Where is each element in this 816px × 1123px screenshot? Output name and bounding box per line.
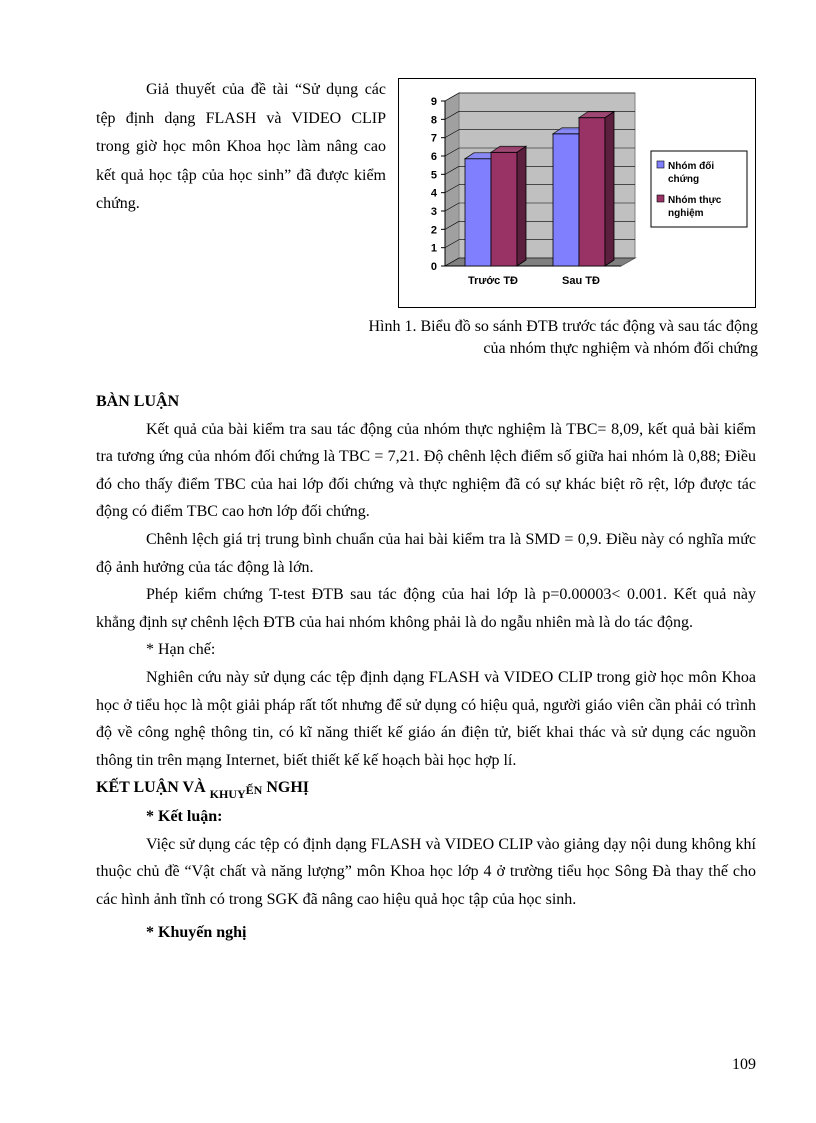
ket-luan-paragraph: Việc sử dụng các tệp có định dạng FLASH và VIDEO CLIP vào giảng dạy nội dung không khí thuộc chủ đề “Vật chất và năng lượng” môn Khoa học lớp 4 ở trường tiểu học Sông Đà thay thế cho các hình ảnh tĩnh có trong SGK đã nâng cao hiệu quả học tập của học sinh. [96, 835, 756, 908]
legend-label: nghiệm [668, 208, 704, 219]
ket-luan-heading-part-1: KẾT LUẬN VÀ [96, 779, 210, 797]
legend-swatch [657, 161, 664, 168]
caption-line-1: Hình 1. Biểu đồ so sánh ĐTB trước tác động và sau tác động [368, 318, 758, 335]
y-tick-label: 3 [430, 206, 437, 218]
ket-luan-heading-part-4: NGHỊ [262, 779, 309, 797]
bar-side [605, 112, 614, 266]
page-number: 109 [732, 1056, 756, 1073]
ket-luan-heading [96, 774, 756, 803]
bar-front [553, 134, 579, 266]
ban-luan-paragraph-2: Chênh lệch giá trị trung bình chuẩn của hai bài kiểm tra là SMD = 0,9. Điều này có nghĩa mức độ ảnh hưởng của tác động là lớn. [96, 530, 756, 576]
x-tick-label: Sau TĐ [562, 275, 600, 287]
legend-swatch [657, 195, 664, 202]
chart-side-wall [445, 93, 459, 266]
y-tick-label: 8 [430, 114, 437, 127]
khuyen-nghi-subheading: * Khuyến nghị [146, 924, 247, 942]
intro-paragraph: Giả thuyết của đề tài “Sử dụng các tệp định dạng FLASH và VIDEO CLIP trong giờ học môn Khoa học làm nâng cao kết quả học tập của học sinh” đã được kiểm chứng. [96, 81, 386, 213]
y-tick-label: 5 [430, 169, 437, 182]
ket-luan-subheading: * Kết luận: [146, 807, 223, 825]
y-tick-label: 7 [430, 132, 437, 145]
bar-front [491, 152, 517, 266]
y-tick-label: 9 [430, 96, 437, 108]
main-text [96, 388, 756, 947]
bar-chart [399, 79, 755, 307]
bar-side [517, 146, 526, 266]
ket-luan-heading-part-3: ẾN [245, 783, 263, 798]
bar-front [465, 159, 491, 266]
legend-label: Nhóm đối [668, 161, 715, 172]
caption-line-2: của nhóm thực nghiệm và nhóm đối chứng [483, 340, 758, 357]
intro-paragraph-block [96, 76, 386, 219]
y-tick-label: 4 [430, 187, 437, 200]
y-tick-label: 0 [430, 261, 437, 273]
ban-luan-heading: BÀN LUẬN [96, 393, 180, 410]
y-tick-label: 1 [430, 242, 437, 255]
ban-luan-paragraph-3: Phép kiểm chứng T-test ĐTB sau tác động của hai lớp là p=0.00003< 0.001. Kết quả này khẳng định sự chênh lệch ĐTB của hai nhóm không phải là do ngẫu nhiên mà là do tác động. [96, 586, 756, 631]
chart-frame [398, 78, 756, 308]
han-che-label: * Hạn chế: [146, 641, 216, 659]
bar-front [579, 118, 605, 266]
y-tick-label: 2 [430, 224, 437, 237]
ban-luan-paragraph-1: Kết quả của bài kiểm tra sau tác động của nhóm thực nghiệm là TBC= 8,09, kết quả bài kiểm tra tương ứng của nhóm đối chứng là TBC = 7,21. Độ chênh lệch điểm số giữa hai nhóm là 0,88; Điều đó cho thấy điểm TBC của hai lớp đối chứng và thực nghiệm đã có sự khác biệt rõ rệt, lớp được tác động có điểm TBC cao hơn lớp đối chứng. [96, 420, 756, 521]
han-che-paragraph: Nghiên cứu này sử dụng các tệp định dạng FLASH và VIDEO CLIP trong giờ học môn Khoa học ở tiểu học là một giải pháp rất tốt nhưng để sử dụng có hiệu quả, người giáo viên cần phải có trình độ về công nghệ thông tin, có kĩ năng thiết kế giáo án điện tử, biết khai thác và sử dụng các nguồn thông tin trên mạng Internet, biết thiết kế kế hoạch bài học hợp lí. [96, 668, 756, 769]
y-tick-label: 6 [430, 151, 437, 163]
ket-luan-heading-part-2: KHUY [209, 787, 246, 802]
figure-caption [280, 316, 758, 360]
x-tick-label: Trước TĐ [467, 275, 519, 287]
legend-label: Nhóm thực [668, 195, 722, 206]
legend-label: chứng [668, 174, 700, 185]
